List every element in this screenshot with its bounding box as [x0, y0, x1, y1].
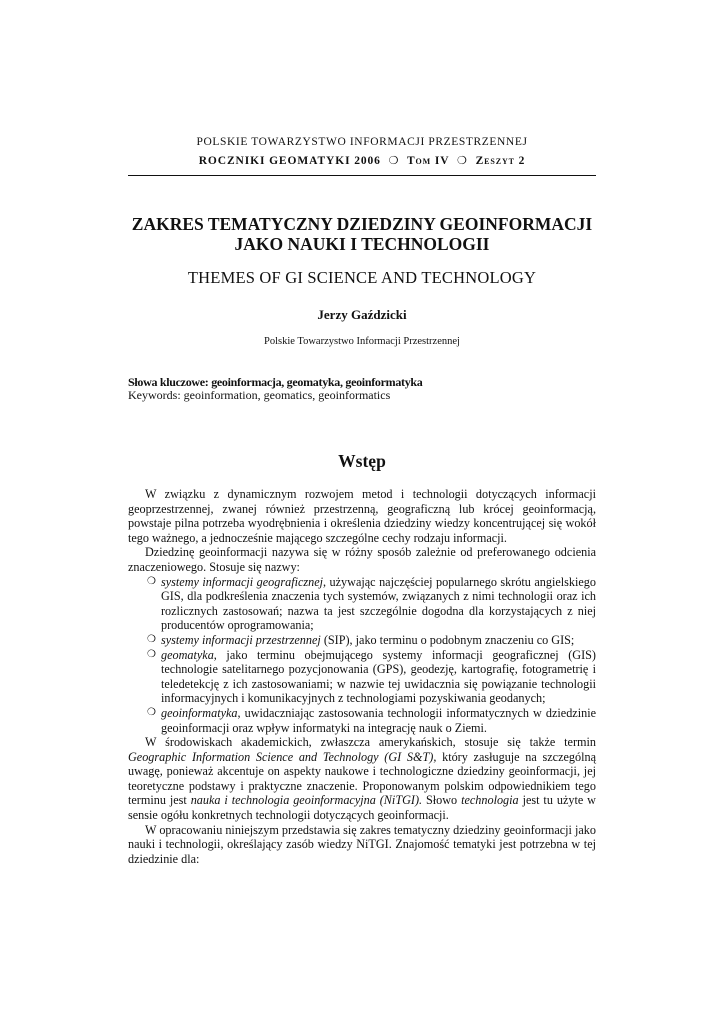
body-text	[128, 487, 596, 866]
list-item	[147, 574, 596, 633]
list-item	[147, 632, 596, 648]
text-run: W środowiskach akademickich, zwłaszcza amerykańskich, stosuje się także termin	[145, 735, 596, 750]
text-run: jest tu użyte w sensie ogółu konkretnych technologii dotyczących geoinformacji.	[128, 793, 596, 823]
term: nauka i technologia geoinformacyjna (NiTGI).	[190, 793, 423, 808]
paragraph: W opracowaniu niniejszym przedstawia się zakres tematyczny dziedziny geoinformacji jako nauki i technologii, określający zasób wiedzy NiTGI. Znajomość tematyki jest potrzebna w tej dziedzinie dla:	[128, 822, 596, 866]
paragraph: W związku z dynamicznym rozwojem metod i technologii dotyczących informacji geoprzestrzennej, zwanej również przestrzenną, geograficzną lub krócej geoinformacją, powstaje pilna potrzeba wyodrębnienia i określenia dziedziny wiedzy koncentrującej się wokół tego ważnego, a jednocześnie mającego szczególne cechy rodzaju informacji.	[128, 487, 596, 545]
title-line-1: ZAKRES TEMATYCZNY DZIEDZINY GEOINFORMACJI	[131, 214, 593, 234]
text-run: Słowo	[422, 793, 462, 808]
term: systemy informacji przestrzennej	[161, 632, 321, 647]
list-item	[147, 705, 596, 735]
separator-circle-icon: ❍	[388, 155, 400, 167]
author-name: Jerzy Gaździcki	[317, 307, 407, 322]
journal-name: ROCZNIKI GEOMATYKI 2006	[198, 155, 381, 167]
bullet-circle-icon: ❍	[147, 575, 156, 587]
bullet-circle-icon: ❍	[147, 706, 156, 718]
list-item-text: , używając najczęściej popularnego skrótu angielskiego GIS, dla podkreślenia znaczenia tych systemów, związanych z nimi technologii oraz ich rozlicznych zastosowań; nazwa ta jest szczególnie dogodna dla korzystających z niej producentów oprogramowania;	[161, 574, 596, 633]
list-item	[147, 647, 596, 706]
keywords-english: Keywords: geoinformation, geomatics, geoinformatics	[128, 388, 391, 402]
journal-header	[0, 154, 724, 167]
keywords-polish: Słowa kluczowe: geoinformacja, geomatyka, geoinformatyka	[128, 375, 423, 389]
author-affiliation: Polskie Towarzystwo Informacji Przestrzennej	[264, 336, 460, 347]
term: geomatyka	[161, 647, 214, 662]
journal-volume: Tom IV	[406, 155, 450, 167]
list-item-text: , jako terminu obejmującego systemy informacji geograficznej (GIS) technologie satelitarnego pozycjonowania (GPS), geodezję, kartografię, fotogrametrię i teledetekcję z ich zastosowaniami; w nazwie tej uwidacznia się powiązanie technologii informacyjnych i komunikacyjnych z technologiami pozyskiwania geodanych;	[161, 647, 596, 706]
term: systemy informacji geograficznej	[161, 574, 324, 589]
header-rule	[128, 175, 596, 176]
title-line-2: JAKO NAUKI I TECHNOLOGII	[234, 234, 490, 254]
list-item-text: (SIP), jako terminu o podobnym znaczeniu co GIS;	[320, 632, 575, 647]
names-list	[128, 575, 596, 736]
section-heading: Wstęp	[338, 451, 386, 471]
paragraph: Dziedzinę geoinformacji nazywa się w różny sposób zależnie od preferowanego odcienia znaczeniowego. Stosuje się nazwy:	[128, 545, 596, 574]
text-run: który zasługuje na szczególną uwagę, ponieważ akcentuje on aspekty naukowe i technologiczne dziedziny geoinformacji, jej teoretyczne podstawy i praktyczne znaczenie. Proponowanym polskim odpowiednikiem tego terminu jest	[128, 749, 596, 808]
term: technologia	[461, 793, 519, 808]
journal-issue: Zeszyt 2	[475, 155, 526, 167]
paragraph	[128, 735, 596, 823]
bullet-circle-icon: ❍	[147, 633, 156, 645]
separator-circle-icon: ❍	[457, 155, 468, 167]
term: Geographic Information Science and Technology (GI S&T),	[128, 749, 437, 764]
paper-title	[100, 214, 624, 254]
list-item-text: , uwidaczniając zastosowania technologii informatycznych w dziedzinie geoinformacji oraz wpływ informatyki na integrację nauk o Ziemi.	[161, 705, 596, 735]
english-title: THEMES OF GI SCIENCE AND TECHNOLOGY	[187, 268, 537, 287]
society-header: POLSKIE TOWARZYSTWO INFORMACJI PRZESTRZENNEJ	[196, 136, 528, 148]
term: geoinformatyka	[161, 705, 238, 720]
bullet-circle-icon: ❍	[147, 648, 156, 660]
